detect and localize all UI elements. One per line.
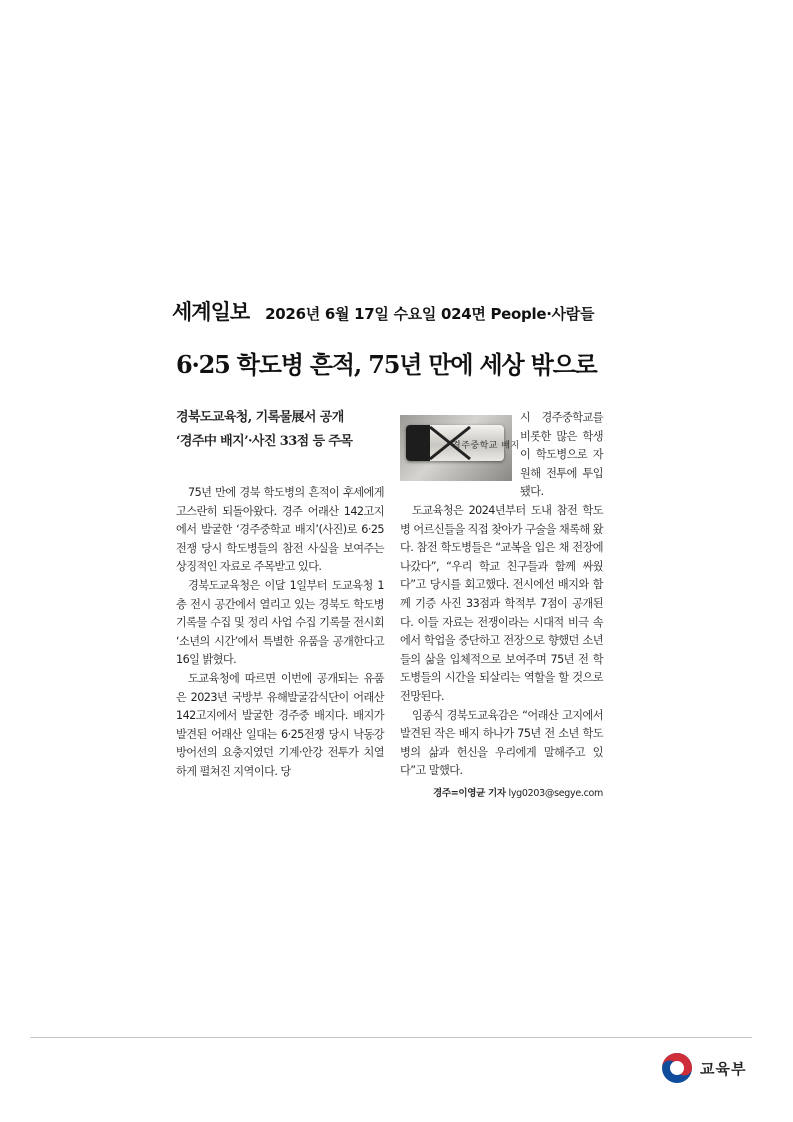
byline xyxy=(400,785,603,804)
byline-location: 경주=이영균 기자 xyxy=(432,787,506,799)
subhead-line: ‘경주中 배지’·사진 33점 등 주목 xyxy=(176,434,353,449)
article-column-right xyxy=(400,409,603,803)
newspaper-name: 세계일보 xyxy=(172,300,250,324)
subhead-line: 경북도교육청, 기록물展서 공개 xyxy=(176,410,344,425)
byline-email: lyg0203@segye.com xyxy=(508,787,603,799)
badge-photo xyxy=(400,415,520,481)
school-badge-image xyxy=(406,425,520,461)
issue-info: 2026년 6월 17일 수요일 024면 People·사람들 xyxy=(265,305,595,323)
article-paragraph: 75년 만에 경북 학도병의 흔적이 후세에게 고스란히 되돌아왔다. 경주 어래산 142고지에서 발굴한 ‘경주중학교 배지’(사진)로 6·25전쟁 당시 학도병들의 참전 사실을 보여주는 상징적인 자료로 주목받고 있다. xyxy=(176,486,384,574)
article-paragraph: 경북도교육청은 이달 1일부터 도교육청 1층 전시 공간에서 열리고 있는 경북도 학도병 기록물 수집 및 정리 사업 수집 기록물 전시회 ‘소년의 시간’에서 특별한 유품을 공개한다고 16일 밝혔다. xyxy=(176,578,384,667)
badge-label: 경주중학교 배지 xyxy=(452,441,520,451)
ministry-name: 교육부 xyxy=(700,1059,747,1078)
article-paragraph: 도교육청에 따르면 이번에 공개되는 유품은 2023년 국방부 유해발굴감식단이 어래산 142고지에서 발굴한 경주중 배지다. 배지가 발견된 어래산 일대는 6·25전쟁 당시 낙동강 방어선의 요충지였던 기계·안강 전투가 치열하게 펼쳐진 지역이다. 당 xyxy=(176,671,384,778)
article-column-left xyxy=(176,484,384,782)
article-subhead xyxy=(176,406,386,454)
article-headline: 6·25 학도병 흔적, 75년 만에 세상 밖으로 xyxy=(176,350,597,379)
ministry-logo xyxy=(660,1051,746,1085)
article-paragraph: 임종식 경북도교육감은 “어래산 고지에서 발견된 작은 배지 하나가 75년 전 소년 학도병의 삶과 헌신을 우리에게 말해주고 있다”고 말했다. xyxy=(400,708,603,778)
taegeuk-icon xyxy=(660,1051,694,1085)
article-paragraph: 도교육청은 2024년부터 도내 참전 학도병 어르신들을 직접 찾아가 구술을 채록해 왔다. 참전 학도병들은 “교복을 입은 채 전장에 나갔다”, “우리 학교 친구들과 함께 싸웠다”고 당시를 회고했다. 전시에선 배지와 함께 기증 사진 33점과 학적부 7점이 공개된다. 이들 자료는 전쟁이라는 시대적 비극 속에서 학업을 중단하고 전장으로 향했던 소년들의 삶을 입체적으로 보여주며 75년 전 학도병들의 시간을 되살리는 역할을 할 것으로 전망된다. xyxy=(400,503,603,703)
footer-divider xyxy=(30,1037,752,1038)
masthead xyxy=(172,296,594,326)
article-paragraph: 시 경주중학교를 비롯한 많은 학생이 학도병으로 자원해 전투에 투입됐다. xyxy=(520,411,603,499)
